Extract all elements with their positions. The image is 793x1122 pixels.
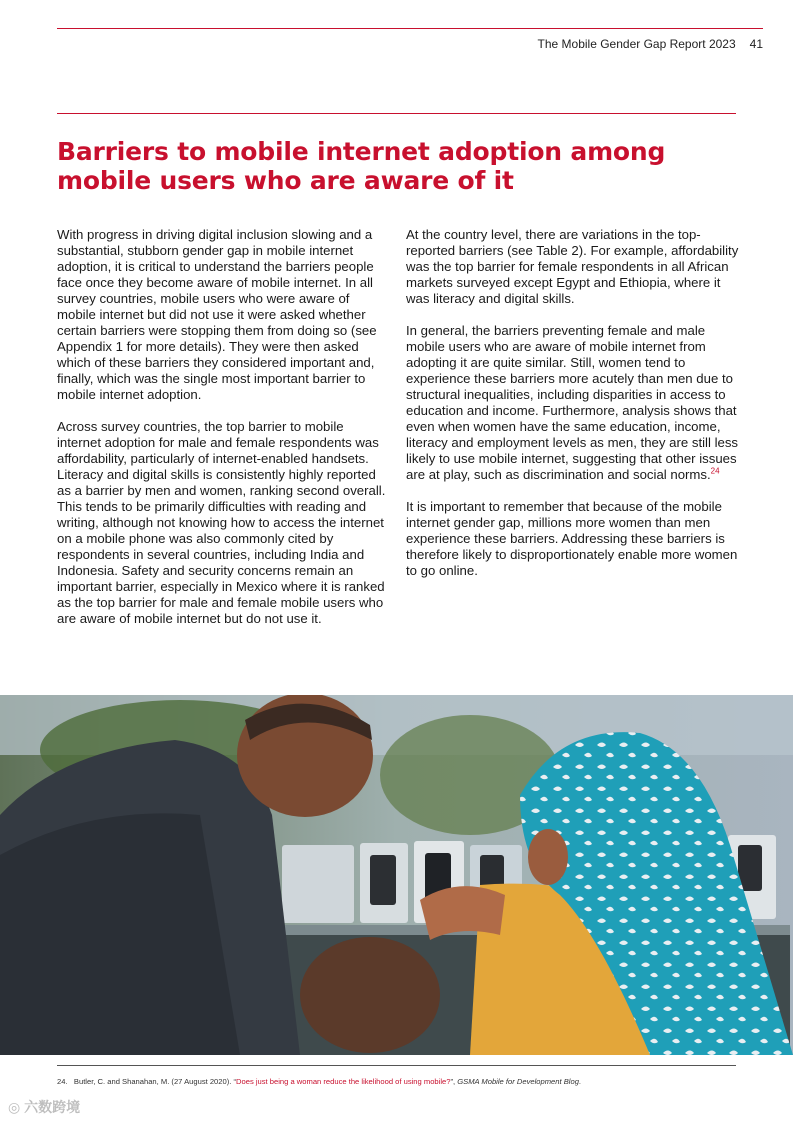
watermark (8, 1097, 80, 1117)
page-header (538, 37, 763, 51)
page-number: 41 (749, 37, 763, 51)
footnote-number: 24. (57, 1077, 68, 1086)
footnote-source: GSMA Mobile for Development Blog (457, 1077, 579, 1086)
paragraph: It is important to remember that because of the mobile internet gender gap, millions more women than men experience these barriers. Addressing these barriers is therefore likely to disproportionately enable more women to go online. (406, 499, 738, 578)
phone-shop-photo (0, 695, 793, 1055)
footnote-link[interactable]: Does just being a woman reduce the likelihood of using mobile? (236, 1077, 451, 1086)
paragraph: Across survey countries, the top barrier to mobile internet adoption for male and female respondents was affordability, particularly of internet-enabled handsets. Literacy and digital skills is consistently highly reported as a barrier by men and women, ranking second overall. This tends to be primarily difficulties with reading and writing, although not knowing how to access the internet on a mobile phone was also commonly cited by respondents in several countries, including India and Indonesia. Safety and security concerns remain an important barrier, especially in Mexico where it is ranked as the top barrier for male and female mobile users who are aware of mobile internet but do not use it. (57, 419, 386, 626)
header-rule (57, 28, 763, 29)
paragraph-text: In general, the barriers preventing female and male mobile users who are aware of mobile internet from adopting it are quite similar. Still, women tend to experience these barriers more acutely than men due to structural inequalities, including disparities in access to education and income. Furthermore, analysis shows that even when women have the same education, income, literacy and employment levels as men, they are still less likely to use mobile internet, suggesting that other issues are at play, such as discrimination and social norms. (406, 323, 739, 482)
left-column (57, 227, 390, 643)
paragraph: With progress in driving digital inclusion slowing and a substantial, stubborn gender gap in mobile internet adoption, it is critical to understand the barriers people face once they become aware of mobile internet. In all survey countries, mobile users who were aware of mobile internet but did not use it were asked whether certain barriers were stopping them from doing so (see Appendix 1 for more details). They were then asked which of these barriers they considered important and, finally, which was the single most important barrier to mobile internet adoption. (57, 227, 377, 402)
paragraph: At the country level, there are variations in the top-reported barriers (see Table 2). For example, affordability was the top barrier for female respondents in all African markets surveyed except Egypt and Ethiopia, where it was literacy and digital skills. (406, 227, 739, 306)
footnote-authors: Butler, C. and Shanahan, M. (27 August 2020). “ (73, 1077, 237, 1086)
title-rule (57, 113, 736, 114)
watermark-text: 六数跨境 (24, 1099, 81, 1115)
footnote-rule (57, 1065, 736, 1066)
paragraph (406, 323, 739, 483)
right-column (406, 227, 739, 595)
footnote (57, 1077, 581, 1086)
footnote-punct: ”, (450, 1077, 458, 1086)
footnote-ref[interactable]: 24 (710, 466, 720, 476)
report-title: The Mobile Gender Gap Report 2023 (537, 37, 736, 51)
footnote-end: . (578, 1077, 582, 1086)
watermark-icon: ◎ (8, 1099, 25, 1115)
section-title: Barriers to mobile internet adoption among mobile users who are aware of it (57, 137, 666, 195)
